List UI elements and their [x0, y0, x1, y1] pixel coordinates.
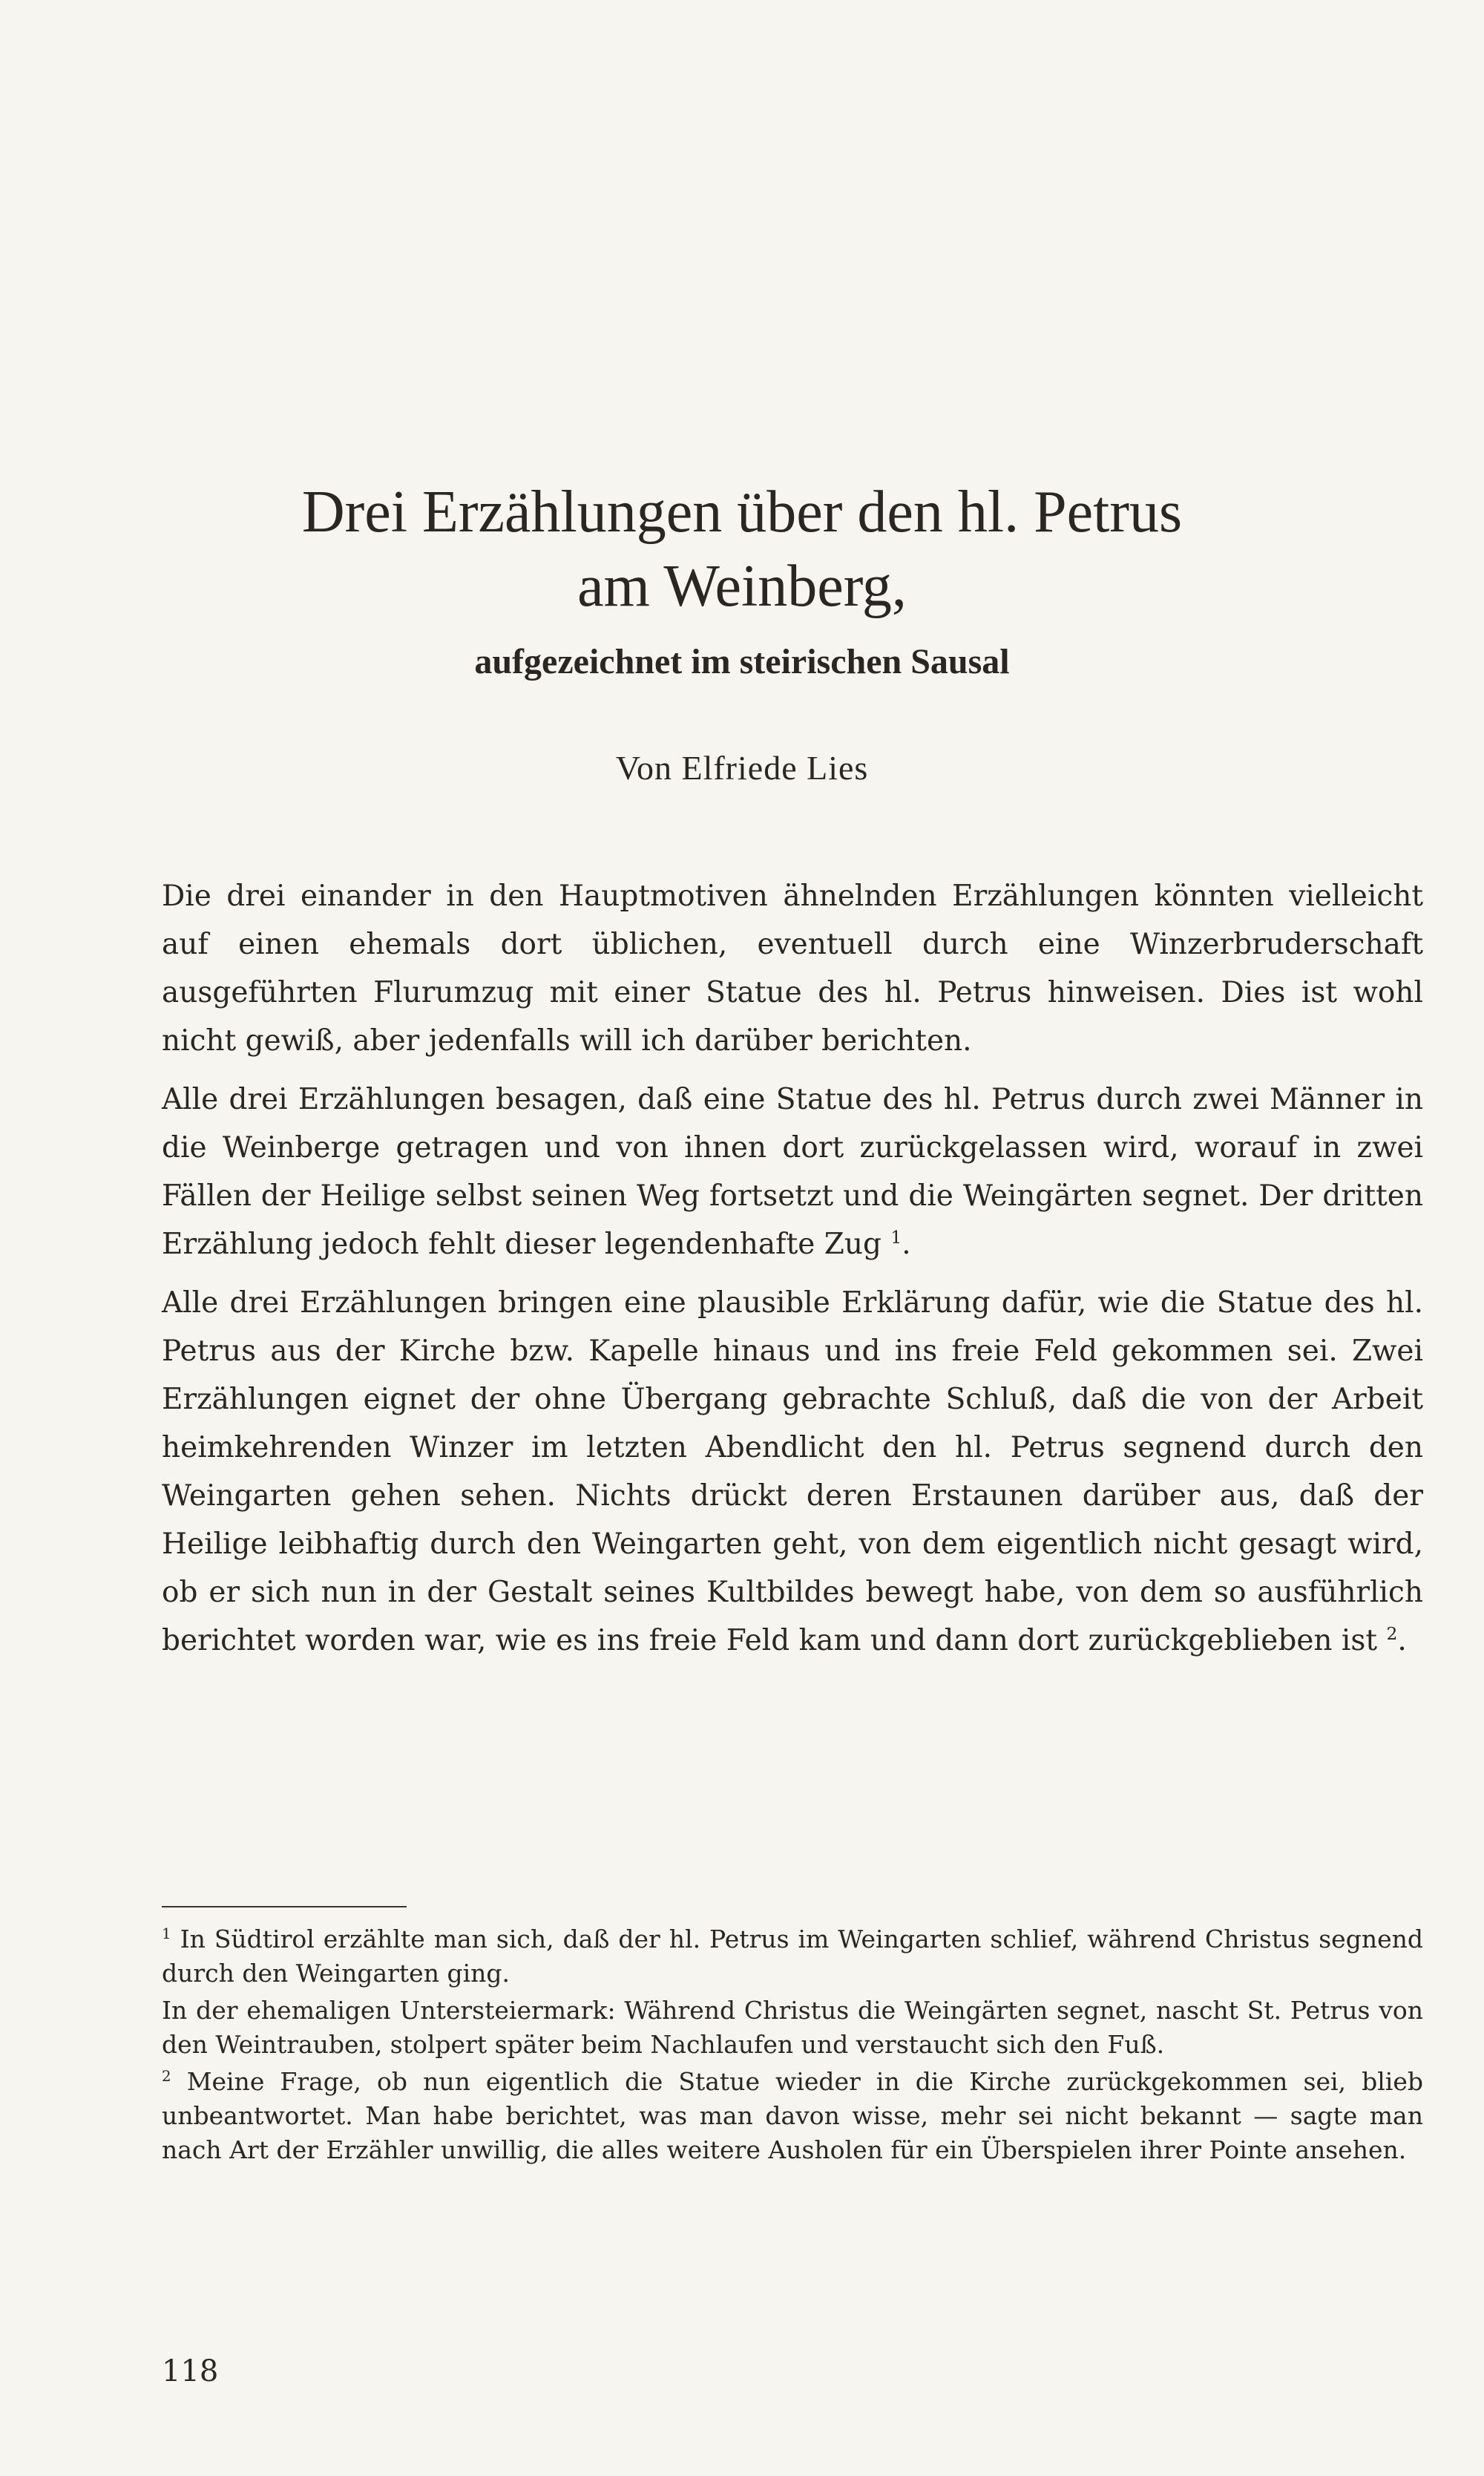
footnote-mark: 2	[162, 2068, 171, 2085]
footnote-1	[162, 1922, 1423, 1991]
footnote-divider	[162, 1906, 407, 1907]
footnote-ref-1: 1	[890, 1227, 902, 1248]
author-byline: Von Elfriede Lies	[615, 749, 869, 787]
footnote-text: In Südtirol erzählte man sich, daß der hl. Petrus im Weingarten schlief, während Christus segnend durch den Weingarten ging.	[162, 1925, 1423, 1988]
footnote-2	[162, 2065, 1423, 2167]
article-title-line-2: am Weinberg,	[577, 554, 907, 619]
article-subtitle: aufgezeichnet im steirischen Sausal	[474, 642, 1010, 681]
body-text	[162, 872, 1423, 1675]
footnote-mark: 1	[162, 1925, 171, 1942]
paragraph-3: Alle drei Erzählungen bringen eine plausible Erklärung dafür, wie die Statue des hl. Petrus aus der Kirche bzw. Kapelle hinaus und ins freie Feld gekommen sei. Zwei Erzählungen eignet der ohne Übergang gebrachte Schluß, daß die von der Arbeit heimkehrenden Winzer im letzten Abendlicht den hl. Petrus segnend durch den Weingarten gehen sehen. Nichts drückt deren Erstaunen darüber aus, daß der Heilige leibhaftig durch den Weingarten geht, von dem eigentlich nicht gesagt wird, ob er sich nun in der Gestalt seines Kultbildes bewegt habe, von dem so ausführlich berichtet worden war, wie es ins freie Feld kam und dann dort zurückgeblieben ist $^2$.	[162, 1286, 1423, 1657]
paragraph-1	[162, 872, 1423, 1065]
paragraph-2: Alle drei Erzählungen besagen, daß eine Statue des hl. Petrus durch zwei Männer in die Weinberge getragen und von ihnen dort zurückgelassen wird, worauf in zwei Fällen der Heilige selbst seinen Weg fortsetzt und die Weingärten segnet. Der dritten Erzählung jedoch fehlt dieser legendenhafte Zug $^1$.	[162, 1083, 1423, 1261]
page-number: 118	[162, 2354, 219, 2388]
footnote-ref-2: 2	[1386, 1623, 1398, 1644]
paragraph-3-text: Alle drei Erzählungen bringen eine plausible Erklärung dafür, wie die Statue des hl. Petrus aus der Kirche bzw. Kapelle hinaus und ins freie Feld gekommen sei. Zwei Erzählungen eignet der ohne Übergang gebrachte Schluß, daß die von der Arbeit heimkehrenden Winzer im letzten Abendlicht den hl. Petrus segnend durch den Weingarten gehen sehen. Nichts drückt deren Erstaunen darüber aus, daß der Heilige leibhaftig durch den Weingarten geht, von dem eigentlich nicht gesagt wird, ob er sich nun in der Gestalt seines Kultbildes bewegt habe, von dem so ausführlich berichtet worden war, wie es ins freie Feld kam und dann dort zurückgeblieben ist	[162, 1286, 1423, 1657]
footnote-text: Meine Frage, ob nun eigentlich die Statue wieder in die Kirche zurückgekommen sei, blieb unbeantwortet. Man habe berichtet, was man davon wisse, mehr sei nicht bekannt — sagte man nach Art der Erzähler unwillig, die alles weitere Ausholen für ein Überspielen ihrer Pointe ansehen.	[162, 2067, 1423, 2164]
article-title-line-1: Drei Erzählungen über den hl. Petrus	[301, 479, 1183, 545]
footnote-text: In der ehemaligen Untersteiermark: Während Christus die Weingärten segnet, nascht St. Petrus von den Weintrauben, stolpert später beim Nachlaufen und verstaucht sich den Fuß.	[162, 1996, 1423, 2059]
footnotes	[162, 1922, 1423, 2170]
paragraph-2-text: Alle drei Erzählungen besagen, daß eine Statue des hl. Petrus durch zwei Männer in die Weinberge getragen und von ihnen dort zurückgelassen wird, worauf in zwei Fällen der Heilige selbst seinen Weg fortsetzt und die Weingärten segnet. Der dritten Erzählung jedoch fehlt dieser legendenhafte Zug	[162, 1083, 1423, 1261]
footnote-1-continued	[162, 1994, 1423, 2062]
paragraph-1-text: Die drei einander in den Hauptmotiven ähnelnden Erzählungen könnten vielleicht auf einen ehemals dort üblichen, eventuell durch eine Winzerbruderschaft ausgeführten Flurumzug mit einer Statue des hl. Petrus hinweisen. Dies ist wohl nicht gewiß, aber jedenfalls will ich darüber berichten.	[162, 880, 1423, 1058]
